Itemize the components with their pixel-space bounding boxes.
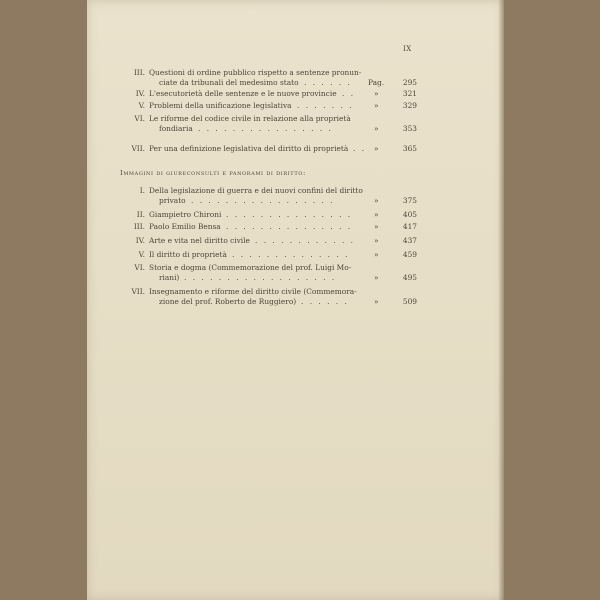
book-page <box>87 0 504 600</box>
toc-entry <box>87 144 504 154</box>
leader-dots: . . . . . . . . . . . . . . . <box>226 222 353 231</box>
entry-title: Storia e dogma (Commemorazione del prof. Luigi Mo- <box>149 263 352 272</box>
page-marker: » <box>374 89 379 98</box>
toc-entry <box>87 101 504 111</box>
page-marker: » <box>374 210 379 219</box>
page-ref: 321 <box>402 89 417 98</box>
entry-title-continuation: riani) <box>159 273 180 282</box>
entry-title: Il diritto di proprietà <box>149 250 227 259</box>
leader-dots: . . . . . . <box>301 297 349 306</box>
entry-number: VI. <box>134 114 145 123</box>
page-ref: 459 <box>402 250 417 259</box>
entry-title: Questioni di ordine pubblico rispetto a sentenze pronun- <box>149 68 362 77</box>
toc-entry <box>87 263 504 283</box>
toc-entry <box>87 222 504 232</box>
entry-title-continuation: ciate da tribunali del medesimo stato <box>159 78 299 87</box>
entry-number: V. <box>138 250 145 259</box>
page-ref: 509 <box>402 297 417 306</box>
leader-dots: . . . . . . . . . . . . <box>255 236 356 245</box>
entry-title: Problemi della unificazione legislativa <box>149 101 292 110</box>
entry-number: V. <box>138 101 145 110</box>
page-ref: 495 <box>402 273 417 282</box>
leader-dots: . . . . . . . . . . . . . . . . . . <box>184 273 337 282</box>
page-marker: Pag. <box>368 78 385 87</box>
page-ref: 353 <box>402 124 417 133</box>
entry-number: IV. <box>135 236 145 245</box>
page-marker: » <box>374 297 379 306</box>
leader-dots: . . <box>342 89 356 98</box>
entry-title: Della legislazione di guerra e dei nuovi confini del diritto <box>149 186 363 195</box>
entry-title: Giampietro Chironi <box>149 210 222 219</box>
page-ref: 417 <box>402 222 417 231</box>
toc-entry <box>87 186 504 206</box>
page-ref: 365 <box>402 144 417 153</box>
page-marker: » <box>374 144 379 153</box>
page-marker: » <box>374 236 379 245</box>
leader-dots: . . . . . . . . . . . . . . . . <box>198 124 333 133</box>
leader-dots: . . . . . . . . . . . . . . . <box>226 210 353 219</box>
leader-dots: . . . . . . <box>304 78 352 87</box>
entry-title: Le riforme del codice civile in relazione alla proprietà <box>149 114 351 123</box>
entry-number: VII. <box>131 144 145 153</box>
entry-number: II. <box>136 210 145 219</box>
toc-entry <box>87 114 504 134</box>
leader-dots: . . . . . . . . . . . . . . <box>232 250 350 259</box>
entry-number: VII. <box>131 287 145 296</box>
toc-entry <box>87 250 504 260</box>
entry-number: VI. <box>134 263 145 272</box>
page-ref: 375 <box>402 196 417 205</box>
page-marker: » <box>374 124 379 133</box>
page-ref: 437 <box>402 236 417 245</box>
entry-title: Paolo Emilio Bensa <box>149 222 221 231</box>
entry-title-continuation: privato <box>159 196 186 205</box>
page-marker: » <box>374 196 379 205</box>
toc-entry <box>87 287 504 307</box>
entry-title-continuation: zione del prof. Roberto de Ruggiero) <box>159 297 297 306</box>
toc-entry <box>87 68 504 88</box>
entry-title-continuation: fondiaria <box>159 124 193 133</box>
entry-number: I. <box>139 186 145 195</box>
leader-dots: . . . . . . . . . . . . . . . . . <box>191 196 335 205</box>
page-marker: » <box>374 273 379 282</box>
page-marker: » <box>374 222 379 231</box>
entry-number: III. <box>133 68 145 77</box>
page-ref: 329 <box>402 101 417 110</box>
entry-title: L'esecutorietà delle sentenze e le nuove provincie <box>149 89 337 98</box>
toc-entry <box>87 236 504 246</box>
entry-title: Per una definizione legislativa del diritto di proprietà <box>149 144 349 153</box>
entry-number: III. <box>133 222 145 231</box>
page-number: IX <box>403 45 412 53</box>
toc-entry <box>87 210 504 220</box>
page-ref: 405 <box>402 210 417 219</box>
section-heading: Immagini di giureconsulti e panorami di diritto: <box>120 169 306 177</box>
page-marker: » <box>374 250 379 259</box>
entry-number: IV. <box>135 89 145 98</box>
leader-dots: . . . . . . . <box>297 101 354 110</box>
toc-entry <box>87 89 504 99</box>
leader-dots: . . <box>353 144 367 153</box>
page-ref: 295 <box>402 78 417 87</box>
page-marker: » <box>374 101 379 110</box>
entry-title: Arte e vita nel diritto civile <box>149 236 250 245</box>
entry-title: Insegnamento e riforme del diritto civile (Commemora- <box>149 287 357 296</box>
